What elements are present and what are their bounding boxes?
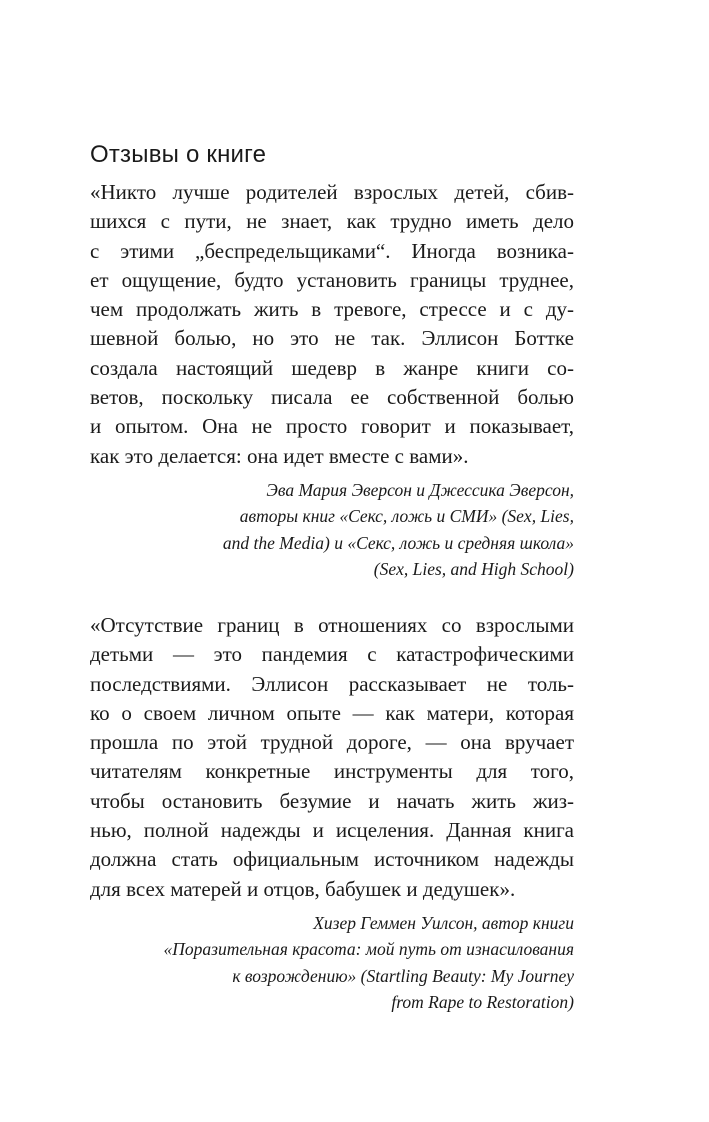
attribution-line: Эва Мария Эверсон и Джессика Эверсон,: [266, 479, 574, 500]
attribution-line: авторы книг «Секс, ложь и СМИ» (Sex, Lies,: [239, 506, 574, 527]
attribution-line: Хизер Геммен Уилсон, автор книги: [313, 912, 574, 933]
quote-line: чем продолжать жить в тревоге, стрессе и с ду-: [90, 297, 574, 322]
attribution-line: к возрождению» (Startling Beauty: My Journey: [232, 965, 574, 986]
quote-line: шевной болью, но это не так. Эллисон Боттке: [90, 326, 574, 351]
quote-line: и опытом. Она не просто говорит и показывает,: [90, 414, 574, 439]
review-quote: [90, 178, 574, 471]
attribution-line: «Поразительная красота: мой путь от изнасилования: [163, 939, 574, 960]
quote-line: как это делается: она идет вместе с вами».: [90, 443, 469, 468]
quote-line: ет ощущение, будто установить границы труднее,: [90, 267, 574, 292]
quote-line: должна стать официальным источником надежды: [90, 847, 574, 872]
attribution-line: and the Media) и «Секс, ложь и средняя школа»: [222, 532, 574, 553]
quote-line: ко о своем личном опыте — как матери, которая: [90, 700, 574, 725]
quote-line: для всех матерей и отцов, бабушек и дедушек».: [90, 876, 516, 901]
review-attribution: [90, 910, 574, 1016]
quote-line: последствиями. Эллисон рассказывает не толь-: [90, 671, 574, 696]
quote-line: шихся с пути, не знает, как трудно иметь дело: [90, 209, 574, 234]
attribution-line: from Rape to Restoration): [391, 992, 574, 1013]
attribution-line: (Sex, Lies, and High School): [373, 559, 574, 580]
book-page: [90, 140, 574, 1016]
quote-line: создала настоящий шедевр в жанре книги со-: [90, 355, 574, 380]
quote-line: чтобы остановить безумие и начать жить жиз-: [90, 788, 574, 813]
quote-line: читателям конкретные инструменты для того,: [90, 759, 574, 784]
quote-line: прошла по этой трудной дороге, — она вручает: [90, 730, 574, 755]
quote-line: детьми — это пандемия с катастрофическими: [90, 642, 574, 667]
quote-line: «Отсутствие границ в отношениях со взрослыми: [90, 612, 574, 637]
quote-line: «Никто лучше родителей взрослых детей, сбив-: [90, 180, 574, 204]
review-attribution: [90, 477, 574, 583]
quote-line: ветов, поскольку писала ее собственной болью: [90, 385, 574, 410]
page-title: Отзывы о книге: [90, 141, 267, 168]
review-block: [90, 178, 574, 583]
quote-line: с этими „беспредельщиками“. Иногда возника-: [90, 238, 574, 263]
review-quote: [90, 611, 574, 904]
review-block: [90, 611, 574, 1016]
quote-line: нью, полной надежды и исцеления. Данная книга: [90, 818, 574, 843]
